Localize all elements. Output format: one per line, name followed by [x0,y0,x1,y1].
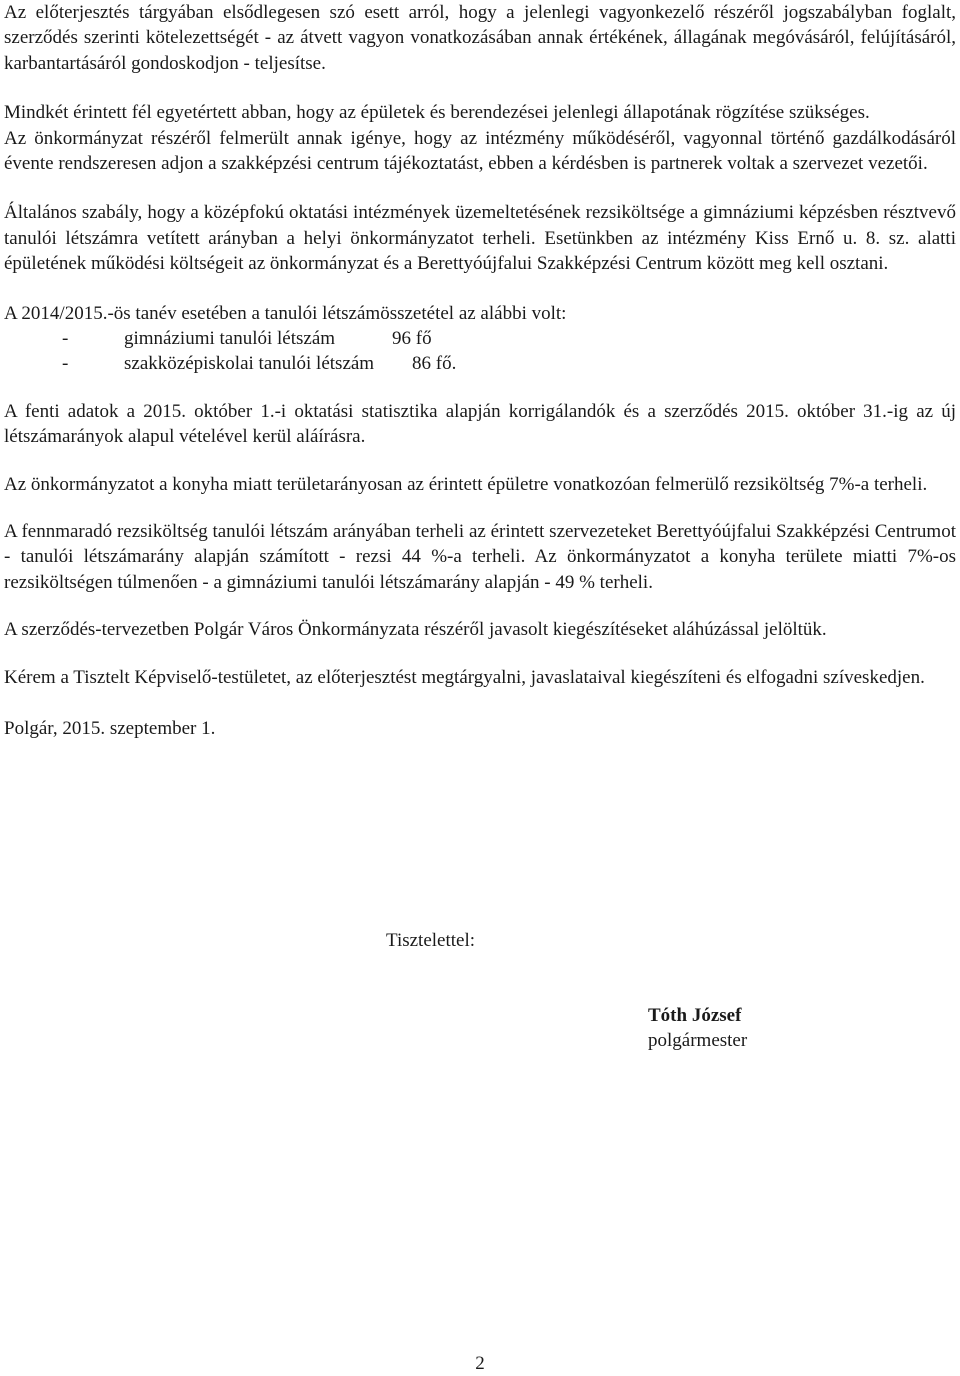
page-number: 2 [475,1353,485,1374]
list-label: gimnáziumi tanulói létszám [124,328,336,350]
list-value: 86 fő. [412,353,457,375]
paragraph-statistics-note: A fenti adatok a 2015. október 1.-i oktatási statisztika alapján korrigálandók és a szerződés 2015. október 31.-ig az új létszámarányok alapul vételével kerül aláírásra. [4,400,956,448]
signature-block [648,1003,747,1054]
list-item [4,351,956,376]
paragraph-information-request: Az önkormányzat részéről felmerült annak igénye, hogy az intézmény működéséről, vagyonnal történő gazdálkodásáról évente rendszeresen adjon a szakképzési centrum tájékoztatást, ebben a kérdésben is partnerek voltak a szervezet vezetői. [4,127,956,175]
list-dash: - [62,328,69,350]
signer-name: Tóth József [648,1005,742,1026]
list-label: szakközépiskolai tanulói létszám [124,353,375,375]
paragraph-headcount-intro: A 2014/2015.-ös tanév esetében a tanulói létszámösszetétel az alábbi volt: [4,302,567,324]
paragraph-request: Kérem a Tisztelt Képviselő-testületet, az előterjesztést megtárgyalni, javaslataival kiegészíteni és elfogadni szíveskedjen. [4,666,925,688]
list-value: 96 fő [392,328,432,350]
list-item [4,326,956,351]
paragraph-remaining-cost: A fennmaradó rezsiköltség tanulói létszám arányában terheli az érintett szervezeteket Berettyóújfalui Szakképzési Centrumot - tanulói létszámarány alapján számított - rezsi 44 %-a terheli. Az önkormányzatot a konyha területe miatti 7%-os rezsiköltségen túlmenően - a gimnáziumi tanulói létszámarány alapján - 49 % terheli. [4,521,956,593]
headcount-list [4,326,956,377]
document-page [4,0,956,742]
list-dash: - [62,353,69,375]
greeting: Tisztelettel: [386,930,476,951]
signer-title: polgármester [648,1030,748,1052]
paragraph-kitchen-share: Az önkormányzatot a konyha miatt területarányosan az érintett épületre vonatkozóan felmerülő rezsiköltség 7%-a terheli. [4,473,928,495]
place-date: Polgár, 2015. szeptember 1. [4,718,216,740]
paragraph-agreement: Mindkét érintett fél egyetértett abban, hogy az épületek és berendezései jelenlegi állapotának rögzítése szükséges. [4,102,870,124]
paragraph-amendments: A szerződés-tervezetben Polgár Város Önkormányzata részéről javasolt kiegészítéseket aláhúzással jelöltük. [4,619,827,641]
paragraph-maintenance: Az előterjesztés tárgyában elsődlegesen szó esett arról, hogy a jelenlegi vagyonkezelő részéről jogszabályban foglalt, szerződés szerinti kötelezettségét - az átvett vagyon vonatkozásában annak értékének, állagának megóvásáról, felújításáról, karbantartásáról gondoskodjon - teljesítse. [4,2,956,74]
paragraph-cost-rule: Általános szabály, hogy a középfokú oktatási intézmények üzemeltetésének rezsiköltsége a gimnáziumi képzésben résztvevő tanulói létszámra vetített arányban a helyi önkormányzatot terheli. Esetünkben az intézmény Kiss Ernő u. 8. sz. alatti épületének működési költségeit az önkormányzat és a Berettyóújfalui Szakképzési Centrum között meg kell osztani. [4,202,956,275]
